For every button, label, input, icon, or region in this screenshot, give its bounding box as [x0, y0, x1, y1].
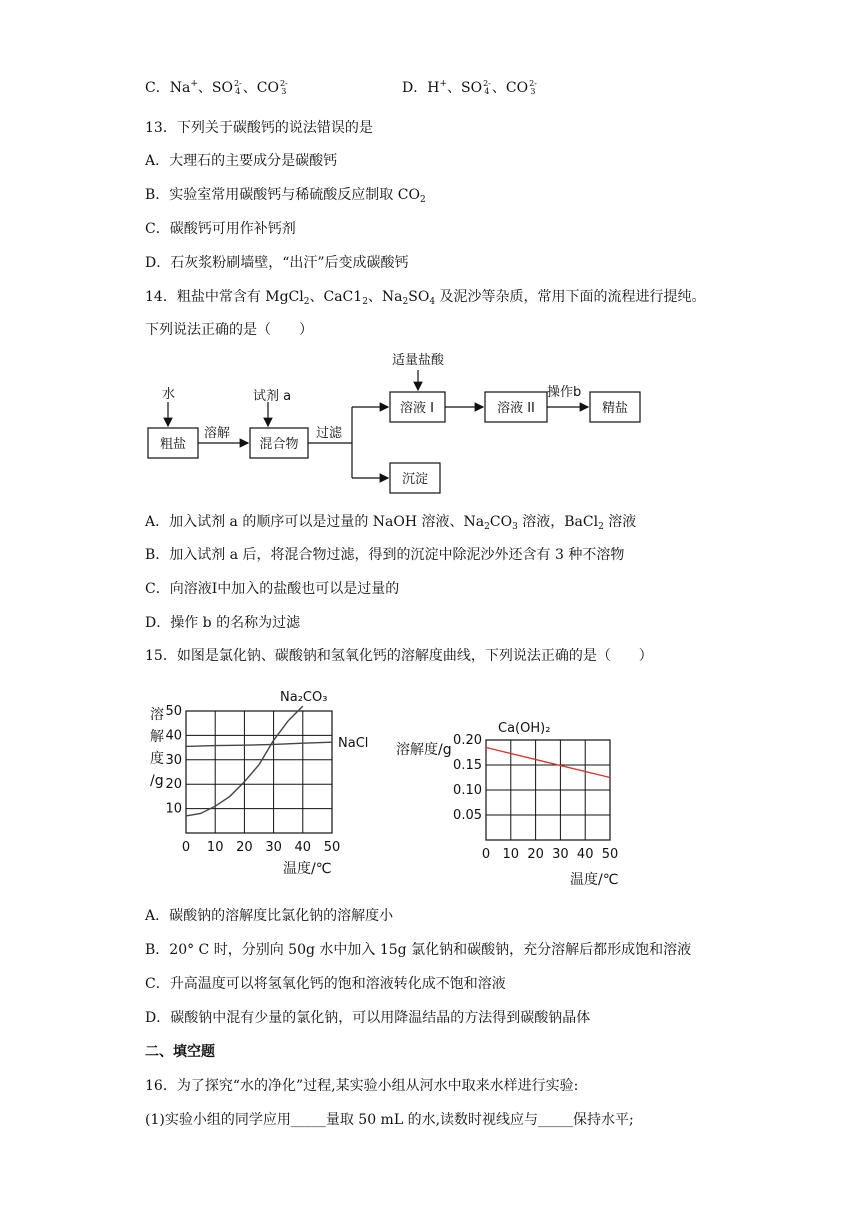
y-tick-label: 0.20 [453, 733, 482, 748]
q13-option-a: A．大理石的主要成分是碳酸钙 [145, 153, 338, 169]
q12-option-c: C．Na+、SO2- 4 、CO2- 3 [145, 79, 288, 96]
q16-stem: 16．为了探究“水的净化”过程,某实验小组从河水中取来水样进行实验: [145, 1078, 579, 1094]
series-label-0: Ca(OH)₂ [498, 721, 551, 736]
q16-part1: (1)实验小组的同学应用_____量取 50 mL 的水,读数时视线应与_____保持水平; [145, 1112, 634, 1128]
y-axis-label-part: 解 [150, 729, 164, 745]
q13-option-b: B．实验室常用碳酸钙与稀硫酸反应制取 $CO_2$ [145, 187, 426, 205]
x-tick-label: 30 [552, 847, 569, 862]
q14-flow-diagram [140, 350, 660, 500]
flow-label-reagent-a: 试剂 a [253, 389, 292, 404]
x-tick-label: 40 [294, 840, 312, 855]
y-tick-label: 0.10 [453, 783, 482, 798]
q12-option-d: D．H+、SO2- 4 、CO2- 3 [402, 79, 537, 96]
solubility-chart-caoh2 [390, 710, 650, 920]
flow-label-hcl: 适量盐酸 [391, 353, 445, 368]
x-tick-label: 10 [502, 847, 520, 862]
y-tick-label: 0.15 [453, 758, 482, 773]
flow-label-mixture: 混合物 [259, 437, 299, 452]
x-axis-label: 温度/℃ [570, 872, 619, 888]
series-label-0: Na₂CO₃ [280, 690, 328, 705]
y-tick-label: 10 [165, 801, 182, 817]
solubility-chart-nacl-na2co3 [140, 685, 380, 885]
y-tick-label: 0.05 [453, 808, 482, 823]
flow-label-filter: 过滤 [316, 426, 343, 441]
y-tick-label: 20 [165, 777, 182, 793]
flow-label-precipitate: 沉淀 [401, 472, 429, 487]
q12-c-label: C．Na [145, 80, 191, 96]
q15-option-b: B．20° C 时，分别向 50g 水中加入 15g 氯化钠和碳酸钠，充分溶解后都形成饱和溶液 [145, 942, 692, 958]
x-tick-label: 0 [181, 840, 191, 855]
series-line-1 [186, 742, 332, 746]
y-axis-label-part: 度 [150, 751, 164, 767]
y-axis-label-part: 溶 [150, 707, 164, 723]
series-line-0 [486, 748, 610, 778]
flow-label-operation-b: 操作b [547, 385, 582, 400]
x-axis-label: 温度/℃ [283, 861, 332, 877]
x-tick-label: 30 [265, 840, 282, 855]
section-heading-fill-blank: 二、填空题 [145, 1044, 215, 1060]
x-tick-label: 20 [527, 847, 544, 862]
x-tick-label: 40 [576, 847, 594, 862]
y-tick-label: 30 [165, 752, 182, 768]
y-axis-label: 溶解度/g [396, 742, 452, 758]
y-tick-label: 50 [165, 704, 182, 719]
flow-label-crude-salt: 粗盐 [159, 437, 187, 452]
flow-label-refined-salt: 精盐 [601, 401, 629, 416]
q15-stem: 15．如图是氯化钠、碳酸钠和氢氧化钙的溶解度曲线，下列说法正确的是（ ） [145, 648, 653, 664]
y-tick-label: 40 [165, 728, 182, 744]
q13-stem: 13．下列关于碳酸钙的说法错误的是 [145, 120, 373, 136]
x-tick-label: 50 [323, 840, 341, 855]
flow-label-solution1: 溶液 I [400, 401, 434, 416]
q14-option-a: A．加入试剂 a 的顺序可以是过量的 NaOH 溶液、$Na_2CO_3$ 溶液，BaCl$_2$ 溶液 [145, 514, 637, 532]
flow-label-water: 水 [162, 387, 176, 402]
x-tick-label: 10 [206, 840, 224, 855]
x-tick-label: 50 [601, 847, 619, 862]
y-axis-label-part: /g [150, 773, 164, 789]
q14-stem-line2: 下列说法正确的是（ ） [145, 322, 313, 338]
q13-option-c: C．碳酸钙可用作补钙剂 [145, 221, 296, 237]
q14-option-b: B．加入试剂 a 后，将混合物过滤，得到的沉淀中除泥沙外还含有 3 种不溶物 [145, 547, 625, 563]
q15-option-d: D．碳酸钠中混有少量的氯化钠，可以用降温结晶的方法得到碳酸钠晶体 [145, 1010, 591, 1026]
flow-label-solution2: 溶液 II [497, 401, 535, 416]
q14-option-c: C．向溶液I中加入的盐酸也可以是过量的 [145, 581, 400, 597]
x-tick-label: 20 [236, 840, 253, 855]
q14-option-d: D．操作 b 的名称为过滤 [145, 615, 301, 631]
q14-stem-line1: 14．粗盐中常含有 MgCl$_2$、$CaC1_2$、$Na_2SO_4$ 及泥沙等杂质，常用下面的流程进行提纯。 [145, 289, 706, 307]
series-label-1: NaCl [338, 736, 369, 751]
x-tick-label: 0 [481, 847, 491, 862]
plot-frame [186, 711, 332, 833]
q15-option-c: C．升高温度可以将氢氧化钙的饱和溶液转化成不饱和溶液 [145, 976, 506, 992]
q15-option-a: A．碳酸钠的溶解度比氯化钠的溶解度小 [145, 908, 394, 924]
q13-option-d: D．石灰浆粉刷墙壁，“出汗”后变成碳酸钙 [145, 255, 409, 271]
flow-label-dissolve: 溶解 [204, 426, 231, 441]
